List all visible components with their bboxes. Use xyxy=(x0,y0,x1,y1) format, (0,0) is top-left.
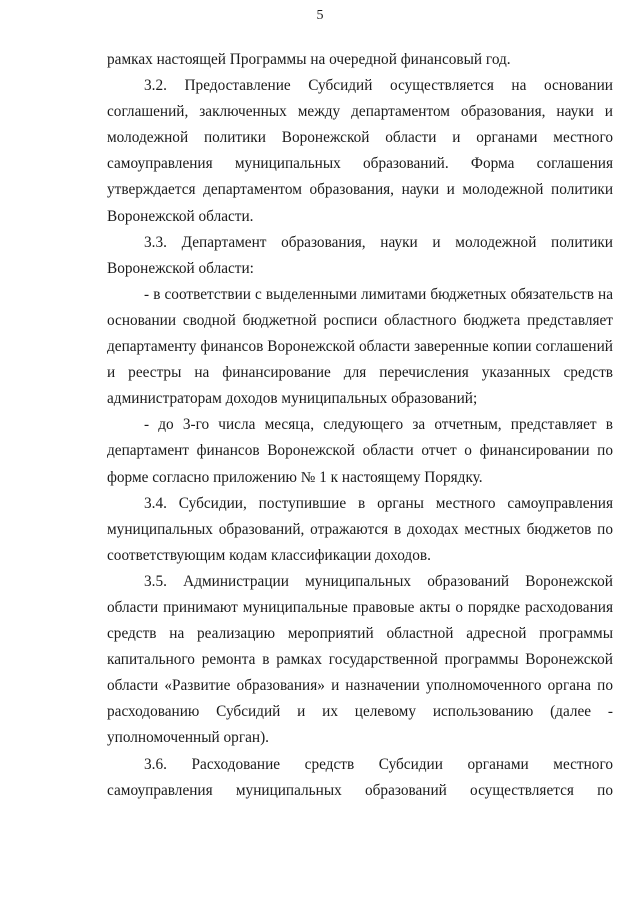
text-line: администраторам доходов муниципальных образований; xyxy=(107,390,478,408)
text-line: 3.5. Администрации муниципальных образований Воронежской xyxy=(144,572,613,590)
text-line: молодежной политики Воронежской области и органами местного xyxy=(107,129,613,147)
text-line: соответствующим кодам классификации доходов. xyxy=(107,546,431,564)
document-body xyxy=(107,47,613,804)
text-line: расходованию Субсидий и их целевому использованию (далее - xyxy=(107,703,613,721)
text-line: департамент финансов Воронежской области отчет о финансировании по xyxy=(107,442,613,460)
text-line: основании сводной бюджетной росписи областного бюджета представляет xyxy=(107,311,613,329)
text-line: муниципальных образований, отражаются в доходах местных бюджетов по xyxy=(107,520,613,538)
text-line: области «Развитие образования» и назначении уполномоченного органа по xyxy=(107,677,613,695)
text-line: утверждается департаментом образования, науки и молодежной политики xyxy=(107,181,613,199)
text-line: самоуправления муниципальных образований. Форма соглашения xyxy=(107,155,613,173)
text-line: - до 3-го числа месяца, следующего за отчетным, представляет в xyxy=(144,416,613,434)
text-line: 3.6. Расходование средств Субсидии органами местного xyxy=(144,755,613,773)
text-line: форме согласно приложению № 1 к настоящему Порядку. xyxy=(107,468,483,486)
text-line: Воронежской области: xyxy=(107,259,254,277)
text-line: самоуправления муниципальных образований осуществляется по xyxy=(107,781,613,799)
text-line: Воронежской области. xyxy=(107,207,254,225)
text-line: и реестры на финансирование для перечисления указанных средств xyxy=(107,364,613,382)
text-line: капитального ремонта в рамках государственной программы Воронежской xyxy=(107,651,613,669)
page-number: 5 xyxy=(316,8,324,23)
text-line: 3.4. Субсидии, поступившие в органы местного самоуправления xyxy=(144,494,613,512)
text-line: - в соответствии с выделенными лимитами бюджетных обязательств на xyxy=(144,285,613,303)
text-line: 3.3. Департамент образования, науки и молодежной политики xyxy=(144,233,613,251)
text-line: области принимают муниципальные правовые акты о порядке расходования xyxy=(107,598,613,616)
text-line: соглашений, заключенных между департаментом образования, науки и xyxy=(107,103,613,121)
text-line: департаменту финансов Воронежской области заверенные копии соглашений xyxy=(107,338,613,356)
text-line: уполномоченный орган). xyxy=(107,729,269,747)
text-line: 3.2. Предоставление Субсидий осуществляется на основании xyxy=(144,77,613,95)
text-line: рамках настоящей Программы на очередной финансовый год. xyxy=(107,51,511,68)
text-line: средств на реализацию мероприятий областной адресной программы xyxy=(107,625,613,643)
